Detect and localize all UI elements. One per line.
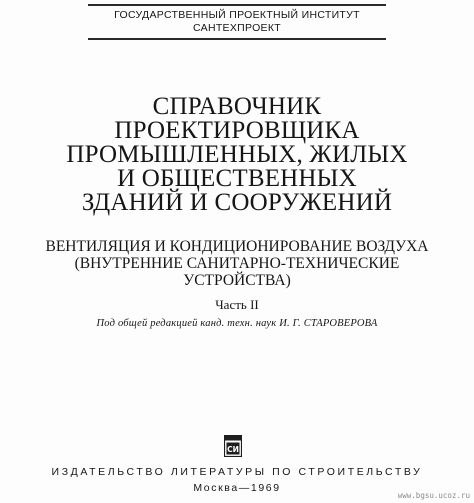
book-title-line2: ПРОЕКТИРОВЩИКА <box>114 117 360 144</box>
subtitle-line2: (ВНУТРЕННИЕ САНИТАРНО-ТЕХНИЧЕСКИЕ <box>74 255 400 272</box>
editor-credit: Под общей редакцией канд. техн. наук И. Г. СТАРОВЕРОВА <box>96 318 378 329</box>
watermark: www.bgsu.ucoz.ru <box>397 491 470 500</box>
book-title-line3: ПРОМЫШЛЕННЫХ, ЖИЛЫХ <box>66 141 408 168</box>
publisher-logo-icon <box>224 435 242 457</box>
city-year: Москва—1969 <box>193 482 281 494</box>
publisher-name: ИЗДАТЕЛЬСТВО ЛИТЕРАТУРЫ ПО СТРОИТЕЛЬСТВУ <box>51 466 423 478</box>
book-title-line4: И ОБЩЕСТВЕННЫХ <box>117 165 357 192</box>
subtitle-line3: УСТРОЙСТВА) <box>183 272 291 289</box>
subtitle-line1: ВЕНТИЛЯЦИЯ И КОНДИЦИОНИРОВАНИЕ ВОЗДУХА <box>45 238 429 255</box>
part-number: Часть II <box>215 297 259 312</box>
top-rule <box>88 4 386 6</box>
header-rule <box>88 38 386 40</box>
institute-name-line2: САНТЕХПРОЕКТ <box>193 22 281 34</box>
publisher-logo-text: СИ <box>227 444 239 454</box>
book-title-line5: ЗДАНИЙ И СООРУЖЕНИЙ <box>81 189 393 216</box>
institute-name-line1: ГОСУДАРСТВЕННЫЙ ПРОЕКТНЫЙ ИНСТИТУТ <box>114 9 360 21</box>
book-title-line1: СПРАВОЧНИК <box>152 93 322 120</box>
